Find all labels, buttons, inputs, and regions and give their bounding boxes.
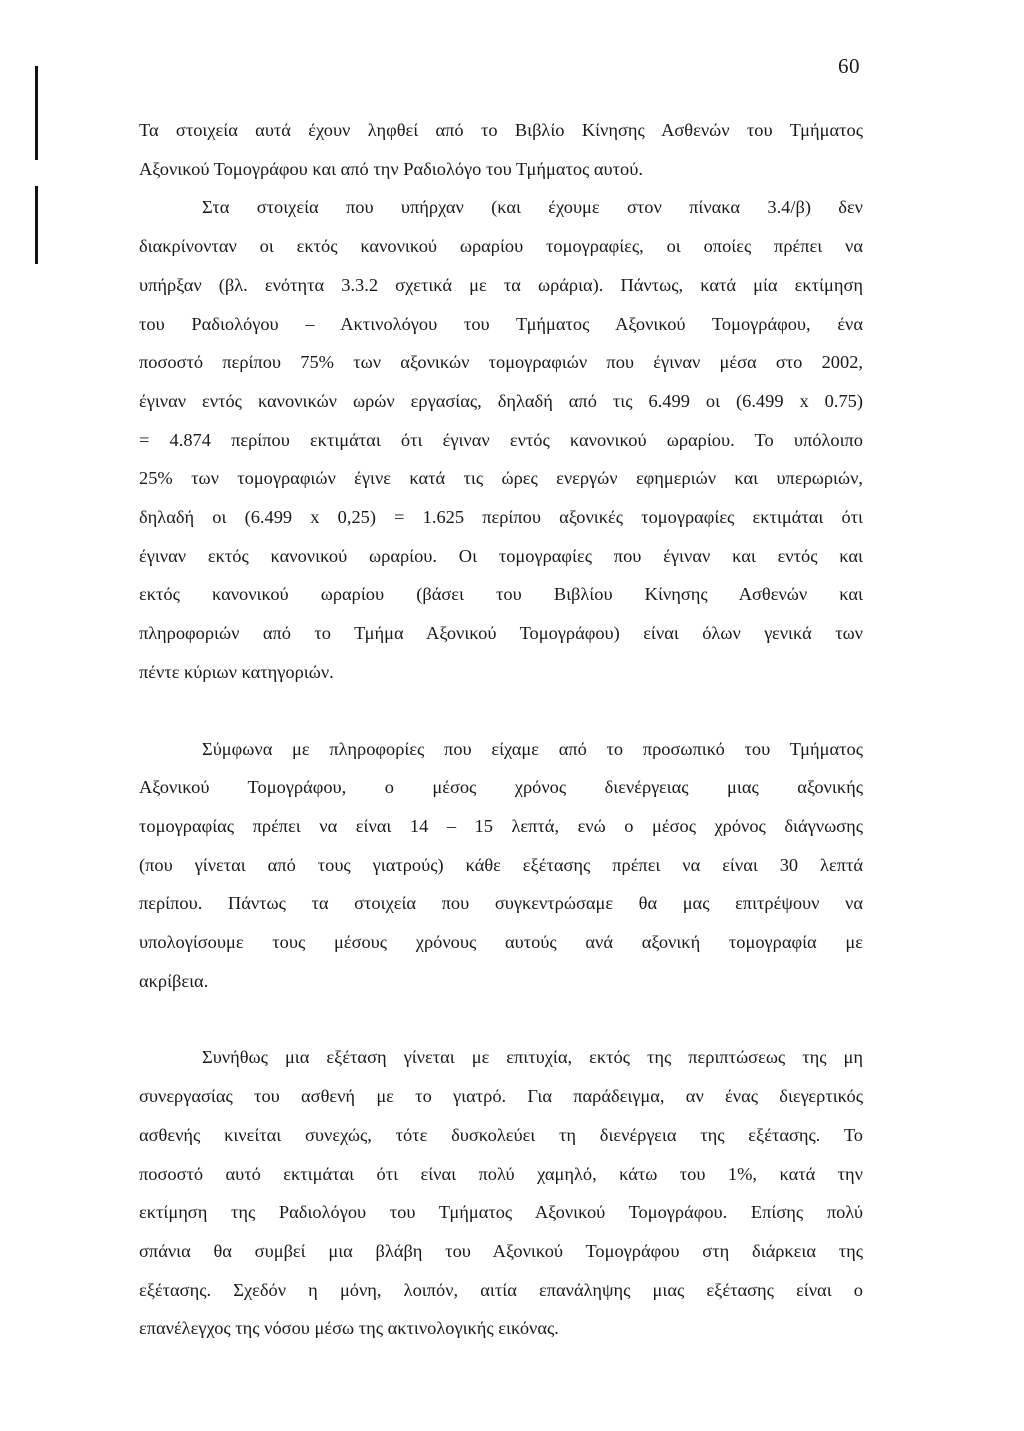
- text-line: πέντε κύριων κατηγοριών.: [139, 661, 334, 682]
- text-line: εκτός κανονικού ωραρίου (βάσει του Βιβλίου Κίνησης Ασθενών και: [139, 584, 863, 605]
- text-line: επανέλεγχος της νόσου μέσω της ακτινολογικής εικόνας.: [139, 1318, 559, 1339]
- text-line: έγιναν εκτός κανονικού ωραρίου. Οι τομογραφίες που έγιναν και εντός και: [139, 545, 863, 566]
- margin-revision-bar: [35, 66, 38, 160]
- text-line: Συνήθως μια εξέταση γίνεται με επιτυχία, εκτός της περιπτώσεως της μη: [202, 1047, 863, 1068]
- text-line: Τα στοιχεία αυτά έχουν ληφθεί από το Βιβλίο Κίνησης Ασθενών του Τμήματος: [139, 120, 863, 140]
- paragraph: [139, 730, 863, 1001]
- text-line: εκτίμηση της Ραδιολόγου του Τμήματος Αξονικού Τομογράφου. Επίσης πολύ: [139, 1202, 863, 1223]
- text-line: Σύμφωνα με πληροφορίες που είχαμε από το προσωπικό του Τμήματος: [202, 738, 863, 759]
- text-line: εξέτασης. Σχεδόν η μόνη, λοιπόν, αιτία επανάληψης μιας εξέτασης είναι ο: [139, 1279, 863, 1300]
- paragraph: [139, 111, 863, 188]
- text-line: περίπου. Πάντως τα στοιχεία που συγκεντρώσαμε θα μας επιτρέψουν να: [139, 893, 863, 914]
- text-line: πληροφοριών από το Τμήμα Αξονικού Τομογράφου) είναι όλων γενικά των: [139, 623, 863, 644]
- text-line: Αξονικού Τομογράφου και από την Ραδιολόγο του Τμήματος αυτού.: [139, 158, 643, 179]
- text-line: τομογραφίας πρέπει να είναι 14 – 15 λεπτά, ενώ ο μέσος χρόνος διάγνωσης: [139, 815, 863, 836]
- page-number: 60: [838, 54, 860, 78]
- margin-revision-bar: [35, 186, 38, 264]
- paragraph: [139, 1038, 863, 1348]
- paragraph: [139, 188, 863, 691]
- text-line: έγιναν εντός κανονικών ωρών εργασίας, δηλαδή από τις 6.499 οι (6.499 x 0.75): [139, 390, 863, 411]
- text-line: του Ραδιολόγου – Ακτινολόγου του Τμήματος Αξονικού Τομογράφου, ένα: [139, 313, 863, 334]
- text-line: (που γίνεται από τους γιατρούς) κάθε εξέτασης πρέπει να είναι 30 λεπτά: [139, 854, 863, 875]
- text-line: = 4.874 περίπου εκτιμάται ότι έγιναν εντός κανονικού ωραρίου. Το υπόλοιπο: [139, 429, 863, 450]
- document-body: [139, 111, 863, 1348]
- text-line: δηλαδή οι (6.499 x 0,25) = 1.625 περίπου αξονικές τομογραφίες εκτιμάται ότι: [139, 507, 863, 528]
- text-line: ποσοστό αυτό εκτιμάται ότι είναι πολύ χαμηλό, κάτω του 1%, κατά την: [139, 1163, 863, 1184]
- text-line: υπήρξαν (βλ. ενότητα 3.3.2 σχετικά με τα ωράρια). Πάντως, κατά μία εκτίμηση: [139, 274, 863, 295]
- text-line: υπολογίσουμε τους μέσους χρόνους αυτούς ανά αξονική τομογραφία με: [139, 932, 863, 953]
- text-line: ασθενής κινείται συνεχώς, τότε δυσκολεύει τη διενέργεια της εξέτασης. Το: [139, 1124, 863, 1145]
- text-line: Αξονικού Τομογράφου, ο μέσος χρόνος διενέργειας μιας αξονικής: [139, 777, 863, 798]
- text-line: διακρίνονταν οι εκτός κανονικού ωραρίου τομογραφίες, οι οποίες πρέπει να: [139, 236, 863, 257]
- text-line: ακρίβεια.: [139, 970, 209, 991]
- text-line: 25% των τομογραφιών έγινε κατά τις ώρες ενεργών εφημεριών και υπερωριών,: [139, 468, 863, 489]
- text-line: συνεργασίας του ασθενή με το γιατρό. Για παράδειγμα, αν ένας διεγερτικός: [139, 1086, 863, 1107]
- text-line: Στα στοιχεία που υπήρχαν (και έχουμε στον πίνακα 3.4/β) δεν: [202, 197, 863, 218]
- text-line: ποσοστό περίπου 75% των αξονικών τομογραφιών που έγιναν μέσα στο 2002,: [139, 352, 863, 373]
- text-line: σπάνια θα συμβεί μια βλάβη του Αξονικού Τομογράφου στη διάρκεια της: [139, 1240, 863, 1261]
